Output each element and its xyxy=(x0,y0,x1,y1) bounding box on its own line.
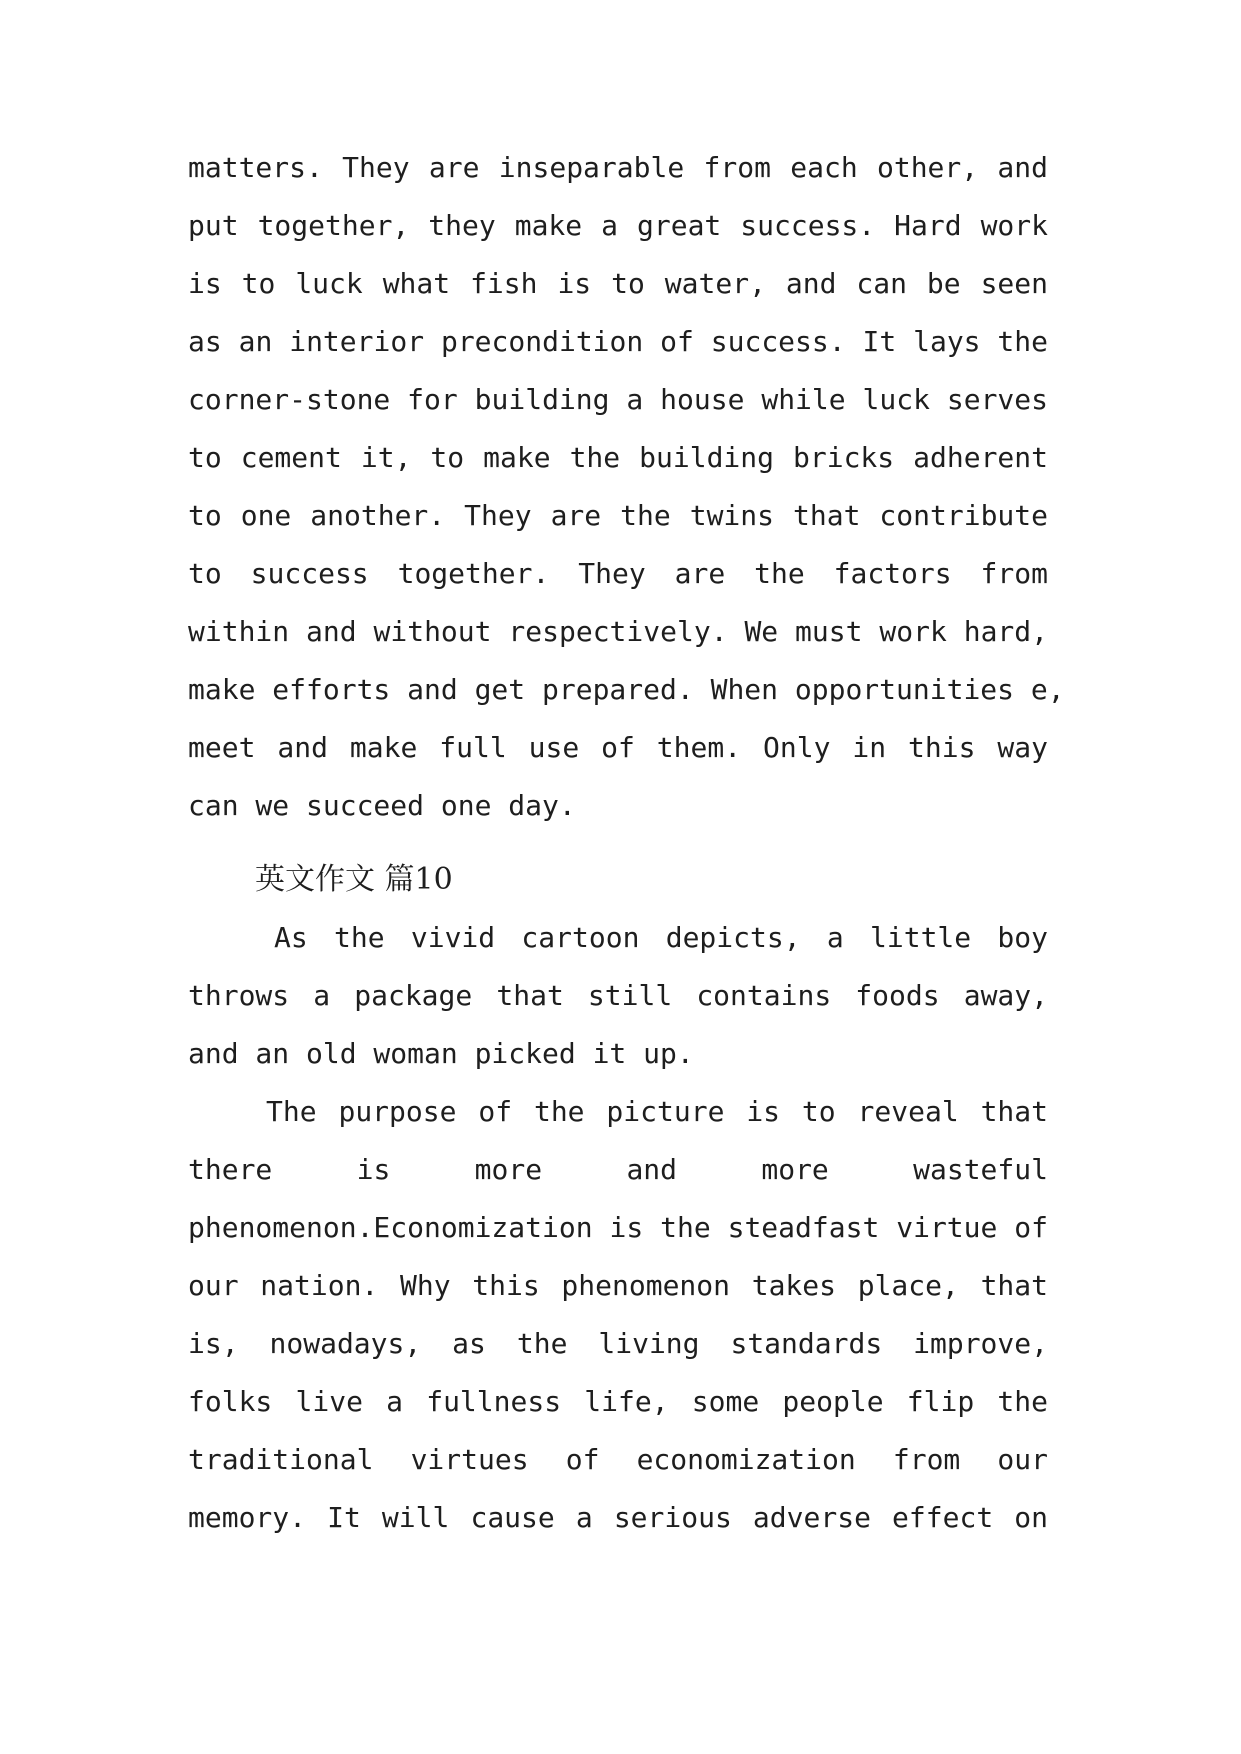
text-line: as an interior precondition of success. It lays the xyxy=(188,325,1048,358)
text-line: is to luck what fish is to water, and can be seen xyxy=(188,267,1048,300)
text-line: there is more and more wasteful xyxy=(188,1153,1048,1186)
text-line: our nation. Why this phenomenon takes place, that xyxy=(188,1269,1048,1302)
text-line: folks live a fullness life, some people flip the xyxy=(188,1385,1048,1418)
text-line: to cement it, to make the building bricks adherent xyxy=(188,441,1048,474)
text-line: corner-stone for building a house while luck serves xyxy=(188,383,1048,416)
text-line: is, nowadays, as the living standards improve, xyxy=(188,1327,1048,1360)
text-line: The purpose of the picture is to reveal that xyxy=(266,1095,1048,1128)
text-line: and an old woman picked it up. xyxy=(188,1037,694,1070)
text-line: meet and make full use of them. Only in this way xyxy=(188,731,1048,764)
text-line: put together, they make a great success. Hard work xyxy=(188,209,1048,242)
text-line: phenomenon.Economization is the steadfast virtue of xyxy=(188,1211,1048,1244)
text-line: memory. It will cause a serious adverse effect on xyxy=(188,1501,1048,1534)
text-line: traditional virtues of economization from our xyxy=(188,1443,1048,1476)
text-line: can we succeed one day. xyxy=(188,789,576,822)
section-heading: 英文作文 篇10 xyxy=(255,862,453,897)
text-line: to one another. They are the twins that contribute xyxy=(188,499,1048,532)
text-line: throws a package that still contains foods away, xyxy=(188,979,1048,1012)
text-line: make efforts and get prepared. When opportunities e, xyxy=(188,673,1065,706)
text-line: to success together. They are the factors from xyxy=(188,557,1048,590)
text-line: matters. They are inseparable from each other, and xyxy=(188,151,1048,184)
text-line: within and without respectively. We must work hard, xyxy=(188,615,1048,648)
text-line: As the vivid cartoon depicts, a little boy xyxy=(274,921,1048,954)
